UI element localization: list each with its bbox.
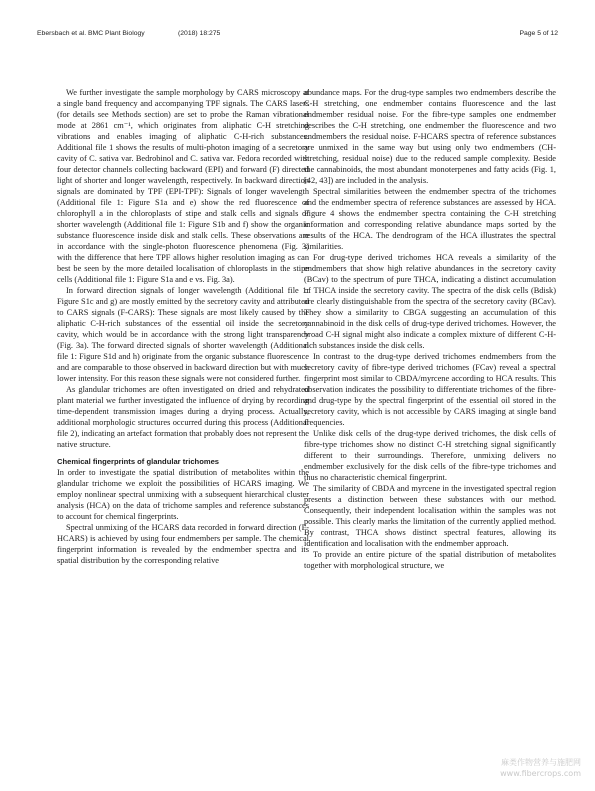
paragraph: In contrast to the drug-type derived trichomes endmembers from the secretory cavity of fibre-type derived trichomes (FCav) reveal a spectral fingerprint most similar to CBDA/myrcene according to HCA results. This observation indicates the possibility to differentiate trichomes of the fibre- and drug-type by the spectral fingerprint of the essential oil stored in the secretory cavity, which is not accessible by CARS imaging at single band frequencies. (304, 352, 556, 427)
paragraph: The similarity of CBDA and myrcene in the investigated spectral region presents a distinction between these substances with our method. Consequently, their independent localisation within the samples was not possible. This clearly marks the limitation of the currently applied method. By contrast, THCA shows distinct spectral features, allowing its identification and localisation with the endmember approach. (304, 484, 556, 548)
right-column (304, 87, 556, 571)
page-header (37, 30, 558, 42)
section-heading: Chemical fingerprints of glandular trichomes (57, 457, 220, 466)
paragraph: To provide an entire picture of the spatial distribution of metabolites together with morphological structure, we (304, 550, 556, 570)
paragraph: Spectral similarities between the endmember spectra of the trichomes and the endmember spectra of reference substances are assessed by HCA. Figure 4 shows the endmember spectra containing the C-H stretching information and corresponding relative abundance maps sorted by the results of the HCA. The dendrogram of the HCA illustrates the spectral similarities. (304, 187, 556, 251)
watermark-title: 麻类作物营养与施肥网 (501, 758, 581, 767)
paragraph: For drug-type derived trichomes HCA reveals a similarity of the endmembers that show high relative abundances in the secretory cavity (BCav) to the spectrum of pure THCA, indicating a distinct accumulation of THCA inside the secretory cavity. The spectra of the disk cells (Bdisk) are clearly distinguishable from the spectra of the secretory cavity (BCav). They show a similarity to CBGA suggesting an accumulation of this cannabinoid in the disk cells of drug-type derived trichomes. However, the broad C-H signal might also indicate a complex mixture of different C-H-rich substances inside the disk cells. (304, 253, 556, 350)
site-watermark (500, 757, 581, 779)
paragraph: In order to investigate the spatial distribution of metabolites within the glandular trichome we exploit the possibilities of HCARS imaging. We employ nonlinear spectral unmixing with a subsequent hierarchical cluster analysis (HCA) on the data of trichome samples and reference substances to account for chemical fingerprints. (57, 468, 309, 521)
paragraph: We further investigate the sample morphology by CARS microscopy at a single band frequency and accompanying TPF signals. The CARS lasers (for details see Methods section) are set to probe the Raman vibrational mode at 2861 cm⁻¹, which originates from aliphatic C-H stretching vibrations and enables imaging of aliphatic C-H-rich substances. Additional file 1 shows the results of multi-photon imaging of a secretory cavity of C. sativa var. Bedrobinol and C. sativa var. Fedora recorded with four detector channels collecting backward (EPI) and forward (F) directed light of shorter and longer wavelength, respectively. In backward direction signals are dominated by TPF (EPI-TPF): Signals of longer wavelength (Additional file 1: Figure S1a and e) show the red fluorescence of chlorophyll a in the chloroplasts of stipe and stalk cells and signals of shorter wavelength (Additional file 1: Figure S1b and f) show the organic substance fluorescence inside disk and stalk cells. These observations are in accordance with the single-photon fluorescence phenomena (Fig. 3) with the difference that here TPF allows higher resolution imaging as can best be seen by the more detailed localisation of chloroplasts in the stipe cells (Additional file 1: Figure S1a and e vs. Fig. 3a). (57, 88, 309, 284)
journal-citation: Ebersbach et al. BMC Plant Biology (37, 30, 145, 37)
watermark-url: www.fibercrops.com (500, 769, 581, 778)
paragraph: In forward direction signals of longer wavelength (Additional file 1: Figure S1c and g) are mostly emitted by the secretory cavity and attributed to CARS signals (F-CARS): These signals are most likely caused by the aliphatic C-H-rich substances of the essential oil inside the secretory cavity, which would be in accordance with the strong light transparency (Fig. 3a). The forward directed signals of shorter wavelength (Additional file 1: Figure S1d and h) originate from the organic substance fluorescence and are comparable to those observed in backward direction but with much lower intensity. For this reason these signals were not considered further. (57, 286, 309, 383)
paragraph: As glandular trichomes are often investigated on dried and rehydrated plant material we further investigated the influence of drying by recording time-dependent transmission images during a drying process. Actually, additional morphologic structures occurred during this process (Additional file 2), indicating an artefact formation that probably does not represent the native structure. (57, 385, 309, 449)
paragraph: Spectral unmixing of the HCARS data recorded in forward direction (F-HCARS) is achieved by using four endmembers per sample. The chemical fingerprint information is revealed by the endmember spectra and its spatial distribution by the corresponding relative (57, 523, 309, 565)
left-column (57, 87, 309, 566)
paragraph: abundance maps. For the drug-type samples two endmembers describe the C-H stretching, one endmember contains fluorescence and the last endmember residual noise. For the fibre-type samples one endmember describes the C-H stretching, one endmember the fluorescence and two endmembers the residual noise. F-HCARS spectra of reference substances are unmixed in the same way but using only two endmembers (CH-stretching, residual noise) due to the reduced sample complexity. Beside the cannabinoids, the most abundant monoterpenes and fatty acids (Fig. 1, [42, 43]) are included in the analysis. (304, 88, 556, 185)
paragraph: Unlike disk cells of the drug-type derived trichomes, the disk cells of fibre-type trichomes show no distinct C-H stretching signal significantly different to their surroundings. Therefore, unmixing delivers no endmember exclusively for the disk cells of the fibre-type trichomes and thus no characteristic chemical fingerprint. (304, 429, 556, 482)
page-number: Page 5 of 12 (519, 30, 558, 37)
year-volume: (2018) 18:275 (178, 30, 221, 37)
